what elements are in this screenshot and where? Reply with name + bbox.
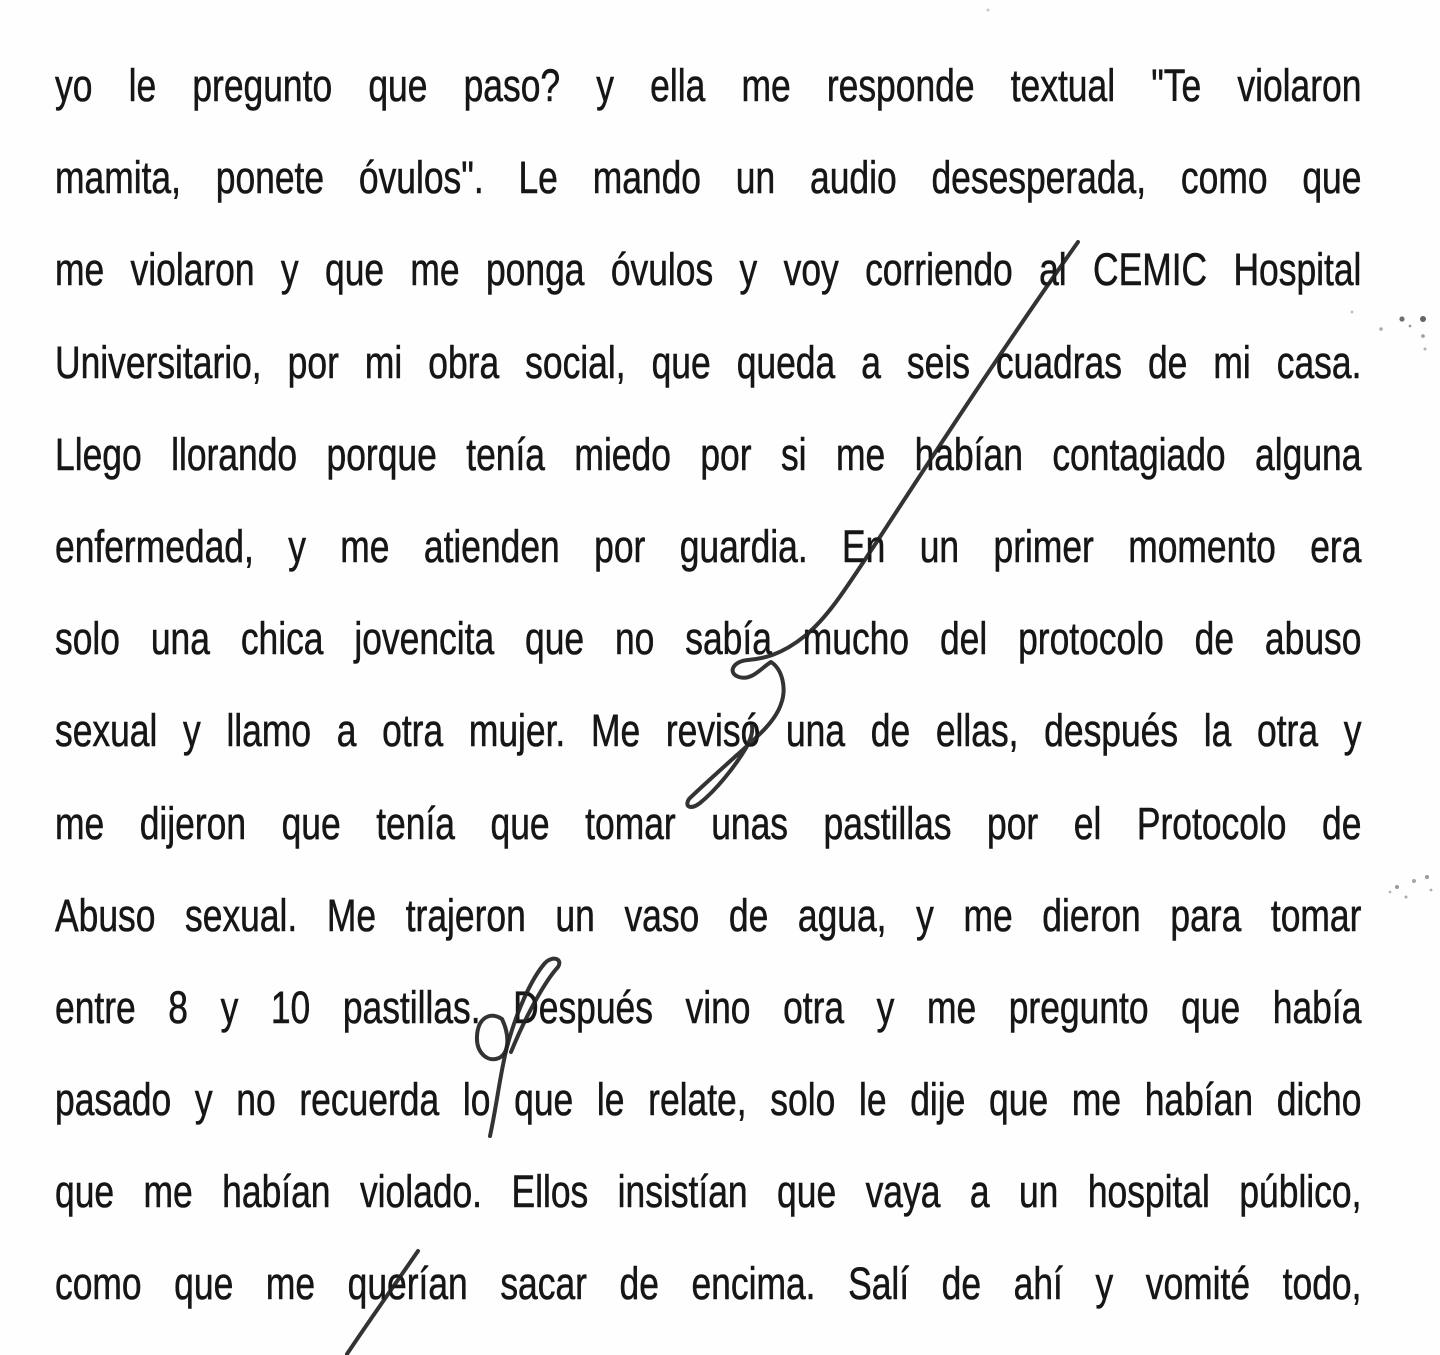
scan-speckles-lower: [1389, 875, 1433, 899]
text-line: Llego llorando porque tenía miedo por si me habían contagiado alguna: [55, 428, 1362, 480]
text-line: Abuso sexual. Me trajeron un vaso de agua, y me dieron para tomar: [55, 889, 1362, 941]
text-line: solo una chica jovencita que no sabía mucho del protocolo de abuso: [55, 613, 1362, 665]
text-line: entre 8 y 10 pastillas. Después vino otra y me pregunto que había: [55, 981, 1362, 1033]
text-line: pasado y no recuerda lo que le relate, solo le dije que me habían dicho: [55, 1074, 1362, 1126]
paragraph-block: [55, 40, 1361, 1331]
text-line: sexual y llamo a otra mujer. Me revisó una de ellas, después la otra y: [55, 705, 1362, 757]
text-line: como que me querían sacar de encima. Salí de ahí y vomité todo,: [55, 1258, 1362, 1310]
text-line: mamita, ponete óvulos". Le mando un audio desesperada, como que: [55, 152, 1362, 204]
text-line: yo le pregunto que paso? y ella me responde textual "Te violaron: [55, 60, 1362, 111]
text-line: Universitario, por mi obra social, que queda a seis cuadras de mi casa.: [55, 336, 1362, 388]
text-line: me violaron y que me ponga óvulos y voy corriendo al CEMIC Hospital: [55, 244, 1362, 296]
text-line: que me habían violado. Ellos insistían que vaya a un hospital público,: [55, 1166, 1362, 1218]
text-line: enfermedad, y me atienden por guardia. En un primer momento era: [55, 520, 1362, 572]
text-line: me dijeron que tenía que tomar unas pastillas por el Protocolo de: [55, 797, 1362, 849]
